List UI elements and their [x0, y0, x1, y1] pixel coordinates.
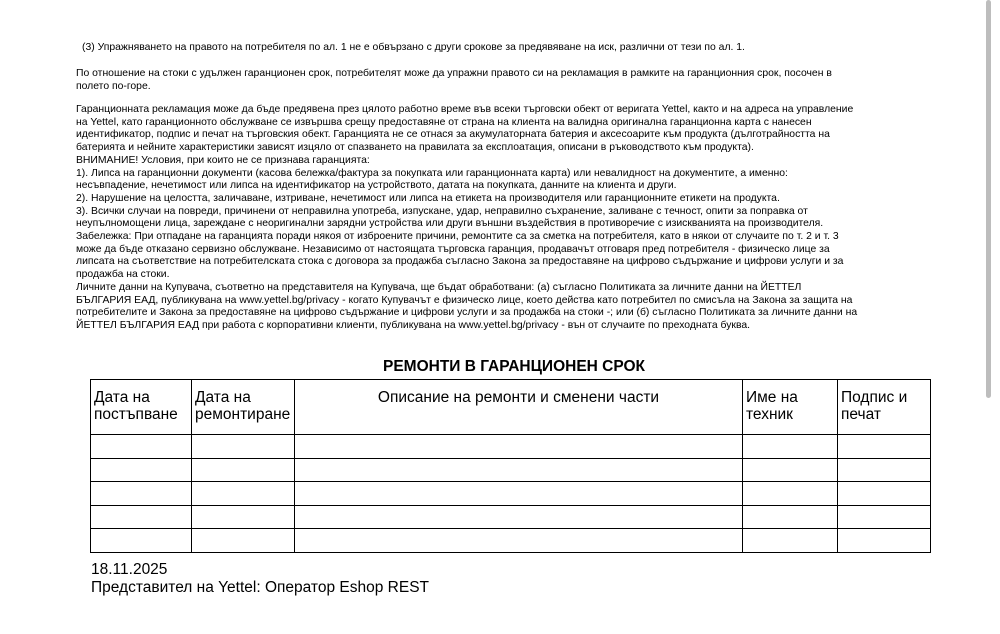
header-technician-name: Име на техник — [743, 380, 838, 435]
table-cell — [192, 458, 295, 482]
text-line: потребителите и Закона за предоставяне на цифрово съдържание и цифрови услуги и за продажба на стоки -; или (б) съгласно Политиката за личните данни на — [76, 307, 858, 319]
table-cell — [192, 482, 295, 506]
table-row — [91, 458, 931, 482]
text-line: 3). Всички случаи на повреди, причинени от неправилна употреба, изпускане, удар, неправилно съхранение, заливане с течност, опити за поправка от — [76, 205, 808, 217]
text-line: батерията и нейните характеристики зависят изцяло от спазването на правилата за експлоатация, описани в ръководството към продукта). — [76, 142, 754, 154]
table-header-row — [91, 380, 931, 435]
text-line: липсата на съответствие на потребителската стока с договора за продажба съгласно Закона за предоставяне на цифрово съдържание и цифрови услуги и за — [76, 256, 844, 268]
repairs-table — [90, 379, 931, 553]
header-received-date: Дата на постъпване — [91, 380, 192, 435]
paragraph-warranty-conditions — [76, 104, 974, 333]
table-cell — [295, 435, 743, 459]
table-cell — [295, 482, 743, 506]
table-cell — [295, 529, 743, 553]
table-cell — [838, 482, 931, 506]
table-cell — [743, 435, 838, 459]
text-line: неупълномощени лица, зареждане с неоригинални зарядни устройства или други външни въздействия в противоречие с изискванията на производителя. — [76, 218, 824, 230]
text-line: продажба на стоки. — [76, 269, 170, 281]
paragraph-extended-warranty — [76, 68, 974, 93]
table-row — [91, 505, 931, 529]
document-date: 18.11.2025 — [91, 561, 168, 578]
table-cell — [743, 505, 838, 529]
paragraph-consumer-right: (3) Упражняването на правото на потребителя по ал. 1 не е обвързано с други срокове за предявяване на иск, различни от тези по ал. 1. — [82, 42, 745, 53]
header-signature-stamp: Подпис и печат — [838, 380, 931, 435]
table-cell — [192, 529, 295, 553]
table-cell — [295, 505, 743, 529]
table-row — [91, 435, 931, 459]
table-cell — [91, 458, 192, 482]
text-line: 1). Липса на гаранционни документи (касова бележка/фактура за покупката или гаранционната карта) или невалидност на документите, а именно: — [76, 167, 788, 179]
table-cell — [743, 482, 838, 506]
text-line: несъвпадение, нечетимост или липса на идентификатор на устройството, датата на покупката, данните на клиента и други. — [76, 180, 677, 192]
table-cell — [838, 435, 931, 459]
table-cell — [91, 482, 192, 506]
text-line: Гаранционната рекламация може да бъде предявена през цялото работно време във всеки търговски обект от веригата Yettel, както и на адреса на управление — [76, 104, 854, 115]
table-cell — [192, 505, 295, 529]
table-cell — [838, 529, 931, 553]
header-repair-date: Дата на ремонтиране — [192, 380, 295, 435]
text-line: По отношение на стоки с удължен гаранционен срок, потребителят може да упражни правото си на рекламация в рамките на гаранционния срок, посочен в — [76, 68, 832, 79]
text-line: Забележка: При отпадане на гаранцията поради някоя от изброените причини, ремонтите са за сметка на потребителя, като в някои от случаите по т. 2 и т. 3 — [76, 231, 839, 243]
text-line: Личните данни на Купувача, съответно на представителя на Купувача, ще бъдат обработвани: (а) съгласно Политиката за личните данни на ЙЕТТЕЛ — [76, 281, 802, 293]
header-repair-description: Описание на ремонти и сменени части — [295, 380, 743, 435]
text-line: ЙЕТТЕЛ БЪЛГАРИЯ ЕАД при работа с корпоративни клиенти, публикувана на www.yettel.bg/privacy - вън от случаите по преходната буква. — [76, 319, 751, 331]
table-cell — [91, 529, 192, 553]
text-line: ВНИМАНИЕ! Условия, при които не се признава гаранцията: — [76, 154, 370, 166]
table-cell — [295, 458, 743, 482]
text-line: полето по-горе. — [76, 80, 151, 92]
table-cell — [91, 505, 192, 529]
text-line: БЪЛГАРИЯ ЕАД, публикувана на www.yettel.bg/privacy - когато Купувачът е физическо лице, което действа като потребител по смисъла на Закона за защита на — [76, 294, 853, 306]
text-line: на Yettel, като гаранционното обслужване се извършва срещу предоставяне от страна на клиента на валидна оригинална гаранционна карта с нанесен — [76, 116, 812, 128]
table-cell — [192, 435, 295, 459]
text-line: 2). Нарушение на целостта, заличаване, изтриване, нечетимост или липса на етикета на производителя или гаранционните етикети на продукта. — [76, 192, 780, 204]
text-line: може да бъде отказано сервизно обслужване. Независимо от настоящата търговска гаранция, продавачът отговаря пред потребителя - физическо лице за — [76, 243, 830, 255]
scrollbar[interactable] — [986, 0, 991, 398]
table-cell — [743, 458, 838, 482]
table-cell — [91, 435, 192, 459]
table-cell — [743, 529, 838, 553]
table-title: РЕМОНТИ В ГАРАНЦИОНЕН СРОК — [382, 358, 646, 375]
table-row — [91, 529, 931, 553]
table-cell — [838, 458, 931, 482]
text-line: идентификатор, подпис и печат на търговския обект. Гаранцията не се отнася за акумулаторната батерия и аксесоарите към продукта (дълготрайността на — [76, 129, 830, 141]
table-cell — [838, 505, 931, 529]
yettel-representative: Представител на Yettel: Оператор Eshop REST — [91, 579, 430, 596]
table-row — [91, 482, 931, 506]
